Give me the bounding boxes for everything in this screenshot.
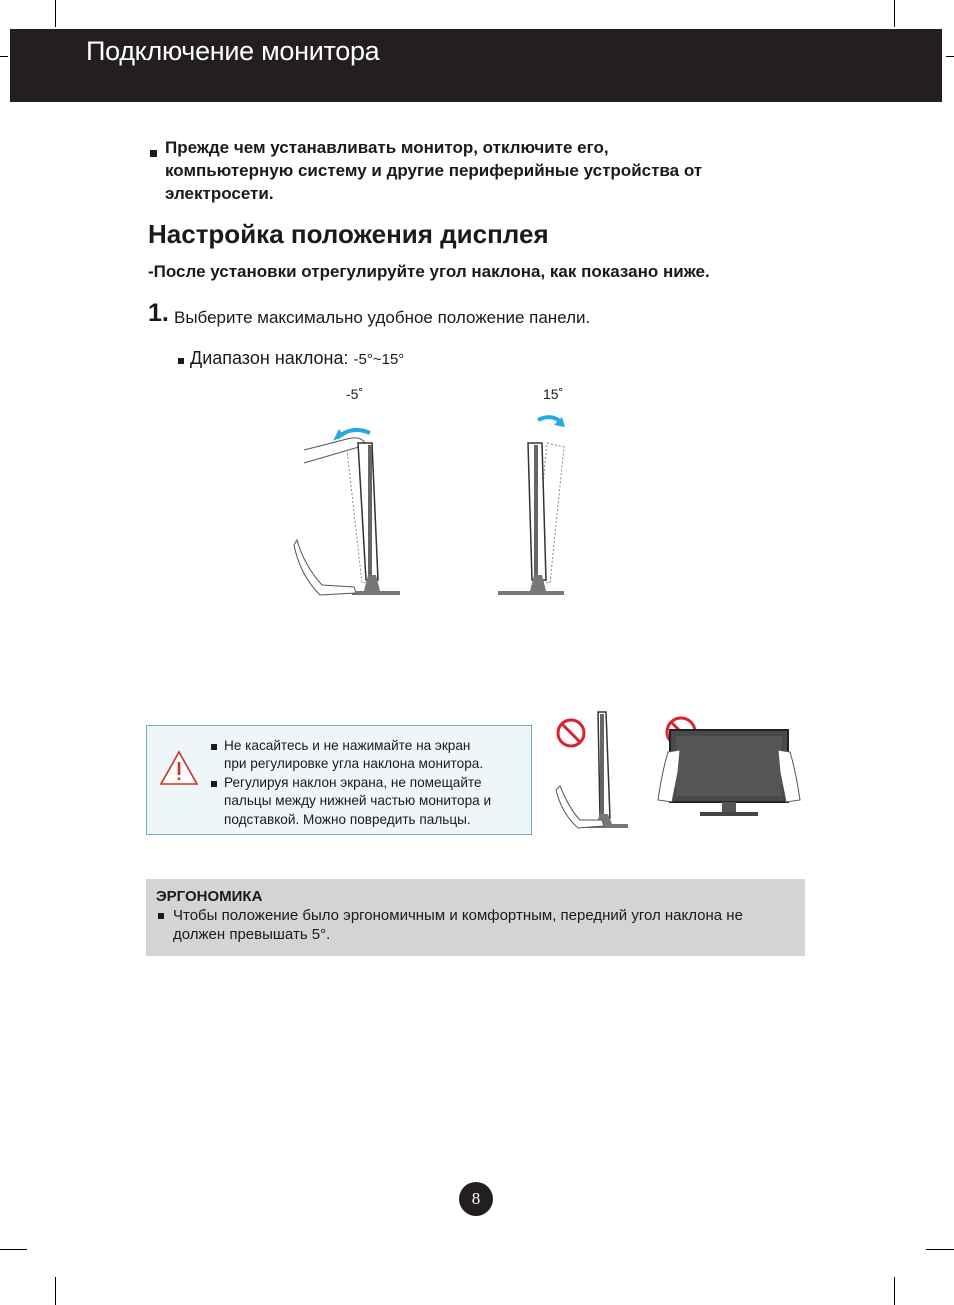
tilt-forward-illustration <box>492 405 602 600</box>
caution-line: пальцы между нижней частью монитора и <box>224 793 492 809</box>
crop-mark <box>0 56 8 57</box>
tilt-back-angle: -5˚ <box>346 386 364 402</box>
caution-line: при регулировке угла наклона монитора. <box>224 756 484 772</box>
tilt-forward-angle: 15˚ <box>543 386 564 402</box>
bullet-square <box>178 358 184 364</box>
crop-mark <box>894 1277 895 1305</box>
warning-line: Прежде чем устанавливать монитор, отключите его, <box>165 138 609 157</box>
caution-line: Регулируя наклон экрана, не помещайте <box>224 775 482 790</box>
caution-item <box>224 737 524 774</box>
caution-line: подставкой. Можно повредить пальцы. <box>224 811 471 827</box>
crop-mark <box>946 56 954 57</box>
bullet-square <box>158 913 164 919</box>
ergonomics-text: Чтобы положение было эргономичным и комфортным, передний угол наклона не должен превышать 5°. <box>173 907 743 943</box>
warning-line: компьютерную систему и другие периферийные устройства от <box>165 161 703 180</box>
bullet-square <box>211 781 217 787</box>
crop-mark <box>55 1277 56 1305</box>
warning-line: электросети. <box>165 184 274 203</box>
section-subtitle: -После установки отрегулируйте угол наклона, как показано ниже. <box>148 262 710 281</box>
bullet-square <box>150 150 157 157</box>
step-text: Выберите максимально удобное положение панели. <box>174 308 591 327</box>
tilt-range-label <box>190 348 404 369</box>
ergonomics-box <box>146 879 805 956</box>
crop-mark <box>926 1249 954 1250</box>
caution-line: Не касайтесь и не нажимайте на экран <box>224 738 471 753</box>
prohibit-fingers-illustration <box>552 708 632 830</box>
tilt-range-value: -5°~15° <box>353 351 405 368</box>
crop-mark <box>894 0 895 27</box>
crop-mark <box>55 0 56 27</box>
tilt-range-text: Диапазон наклона: <box>190 348 349 368</box>
step-number: 1. <box>148 299 169 327</box>
ergonomics-title: ЭРГОНОМИКА <box>156 888 263 905</box>
caution-item <box>224 774 524 829</box>
tilt-back-illustration <box>292 405 412 600</box>
page-number: 8 <box>459 1182 493 1216</box>
page-title: Подключение монитора <box>86 36 380 66</box>
crop-mark <box>0 1249 27 1250</box>
warning-triangle-icon <box>159 750 199 786</box>
bullet-square <box>211 744 217 750</box>
section-title: Настройка положения дисплея <box>148 219 549 249</box>
caution-box <box>146 725 532 835</box>
prohibit-touch-screen-illustration <box>656 712 802 824</box>
